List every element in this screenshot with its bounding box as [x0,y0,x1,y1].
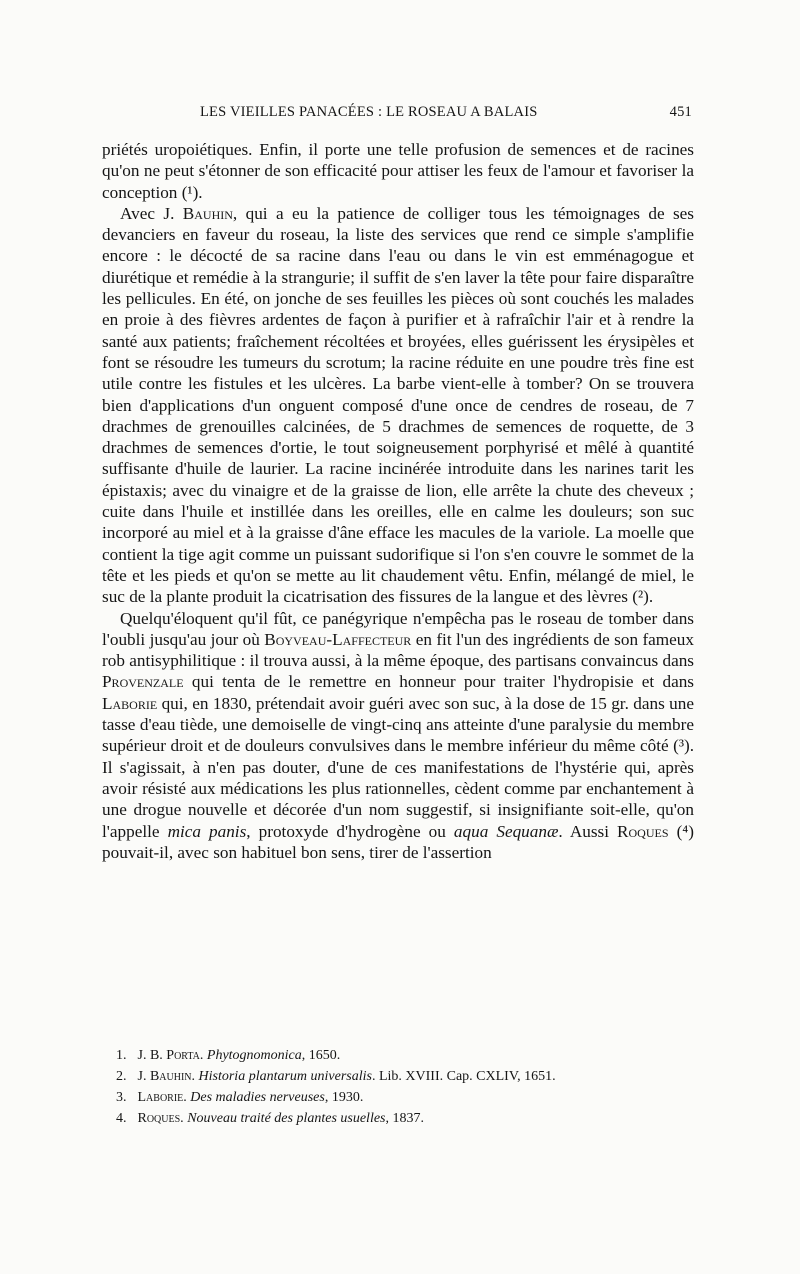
footnote-author: J. Bauhin. [137,1069,196,1084]
text-segment: Avec J. [120,203,183,223]
paragraph-1: priétés uropoiétiques. Enfin, il porte une telle profusion de semences et de racines qu'on ne peut s'étonner de son efficacité pour attiser les feux de l'amour et favoriser la conception (¹). [102,140,694,202]
running-title: LES VIEILLES PANACÉES : LE ROSEAU A BALAIS [200,104,538,120]
footnotes [116,1045,692,1129]
text-segment: qui, en 1830, prétendait avoir guéri avec son suc, à la dose de 15 gr. dans une tasse d'eau tiède, une demoiselle de vingt-cinq ans atteinte d'une paralysie du membre supérieur droit et de douleurs convulsives dans le membre inférieur du même côté (³). Il s'agissait, à n'en pas douter, d'une de ces manifestations de l'hystérie qui, après avoir résisté aux médications les plus rationnelles, cèdent comme par enchantement à une drogue nouvelle et décorée d'un nom suggestif, si insignifiante soit-elle, qu'on l'appelle [102,693,694,841]
footnote [116,1108,692,1129]
text-segment: qui tenta de le remettre en honneur pour traiter l'hydropisie et dans [183,672,694,692]
footnote [116,1066,692,1087]
footnote-number: 1. [116,1048,127,1063]
text-segment: Quelqu'éloquent qu'il fût, ce panégyrique n'empêcha pas le roseau de tomber dans l'oubli jusqu'au jour où [102,608,694,649]
footnote-rest: , 1837. [385,1111,424,1126]
footnote-rest: . Lib. XVIII. Cap. CXLIV, 1651. [371,1069,556,1084]
italic-term: aqua Sequanæ [453,821,559,841]
text-segment: . Aussi [558,821,618,841]
footnote [116,1045,692,1066]
author-name: Provenzale [102,672,184,692]
author-name: Roques [617,821,669,841]
footnote-author: Roques. [137,1111,184,1126]
italic-term: mica panis [167,821,247,841]
footnote-title: Historia plantarum universalis [198,1069,372,1084]
paragraph-3 [102,608,694,864]
footnote-rest: , 1650. [301,1048,341,1063]
footnote-number: 3. [116,1090,127,1105]
footnote-title: Des maladies nerveuses [190,1090,325,1105]
text-segment: , qui a eu la patience de colliger tous les témoignages de ses devanciers en faveur du roseau, la liste des services que rend ce simple s'amplifie encore : le décocté de sa racine dans l'eau ou dans le vin est emménagogue et diurétique et remédie à la strangurie; il suffit de s'en laver la tête pour faire disparaître les pellicules. En été, on jonche de ses feuilles les pièces où sont couchés les malades en proie à des fièvres ardentes de façon à purifier et à rafraîchir l'air et à rendre la santé aux patients; fraîchement récoltées et broyées, elles guérissent les érysipèles et font se résoudre les tumeurs du scrotum; la racine réduite en une poudre très fine est utile contre les fistules et les ulcères. La barbe vient-elle à tomber? On se trouvera bien d'applications d'un onguent composé d'une once de cendres de roseau, de 7 drachmes de grenouilles calcinées, de 5 drachmes de semences de roquette, de 3 drachmes de semences d'ortie, le tout soigneusement porphyrisé et mêlé à quantité suffisante d'huile de laurier. La racine incinérée introduite dans les narines tarit les épistaxis; avec du vinaigre et de la graisse de lion, elle arrête la chute des cheveux ; cuite dans l'huile et instillée dans les oreilles, elle en calme les douleurs; son suc incorporé au miel et à la graisse d'âne efface les macules de la variole. La moelle que contient la tige agit comme un puissant sudorifique si l'on s'en couvre le sommet de la tête et les pieds et qu'on se mette au lit chaudement vêtu. Enfin, mélangé de miel, le suc de la plante produit la cicatrisation des fissures de la langue et des lèvres (²). [102,203,694,607]
footnote-rest: , 1930. [324,1090,364,1105]
footnote-title: Nouveau traité des plantes usuelles [187,1111,386,1126]
footnote-title: Phytognomonica [206,1048,302,1063]
text-segment: (⁴) pouvait-il, avec son habituel bon sens, tirer de l'assertion [102,821,695,862]
author-name: Boyveau-Laffecteur [264,629,412,649]
text-segment: , protoxyde d'hydrogène ou [246,821,454,841]
footnote-author: Laborie. [137,1090,187,1105]
body-text [102,139,694,863]
footnote-number: 4. [116,1111,127,1126]
footnote [116,1087,692,1108]
running-header [104,104,692,128]
page-number: 451 [669,104,692,120]
author-name: Laborie [102,693,158,713]
paragraph-2 [102,203,694,608]
footnote-number: 2. [116,1069,127,1084]
author-name: Bauhin [182,203,233,223]
footnote-author: J. B. Porta. [137,1048,204,1063]
text-segment: en fit l'un des ingrédients de son fameux rob antisyphilitique : il trouva aussi, à la même époque, des partisans convaincus dans [102,629,694,671]
